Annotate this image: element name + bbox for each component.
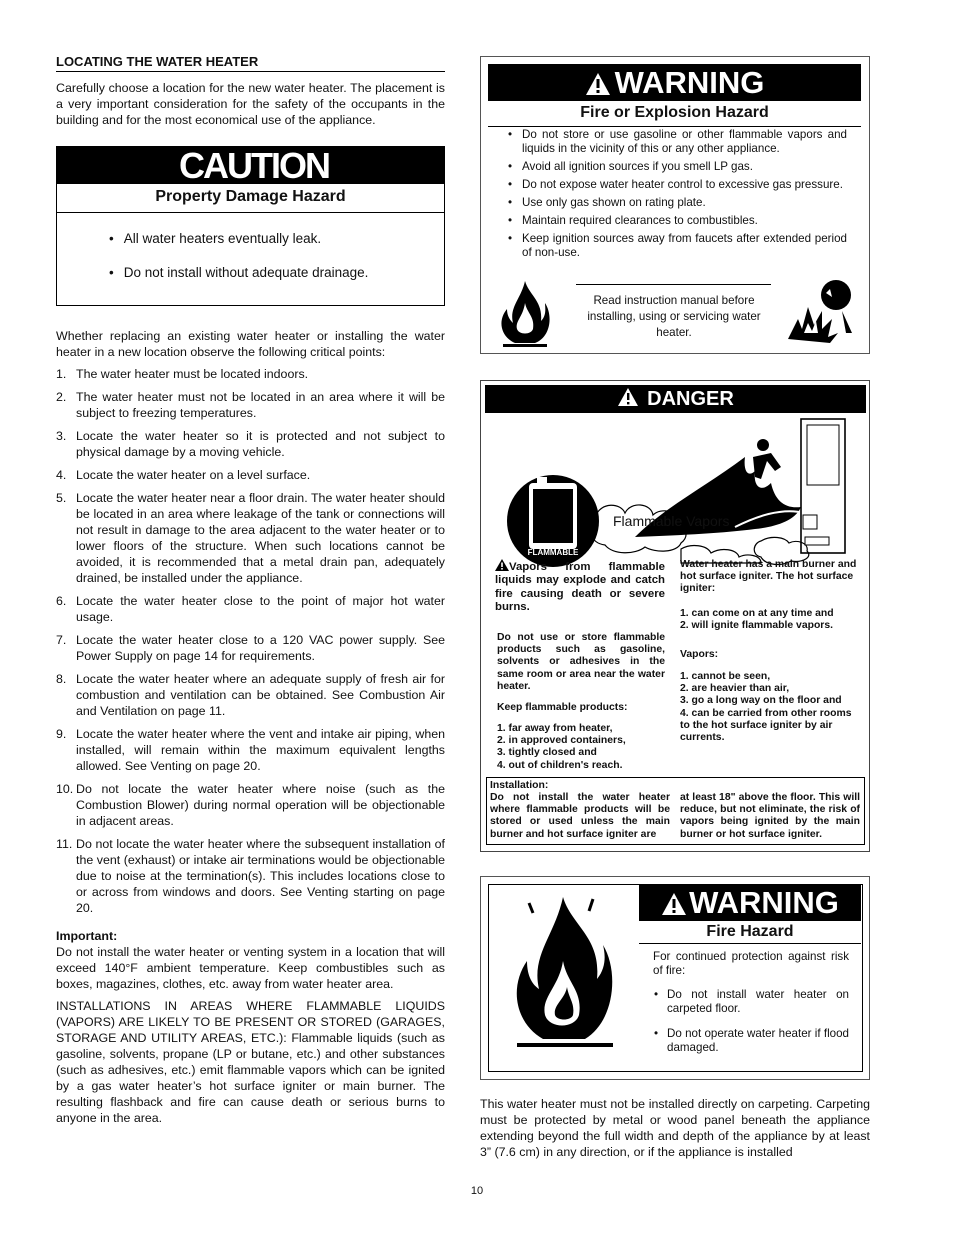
point-text: Locate the water heater on a level surface. bbox=[76, 468, 311, 482]
critical-point-item bbox=[56, 632, 445, 664]
danger-left-intro: Vapors from flammable liquids may explode and catch fire causing death or severe burns. bbox=[495, 561, 665, 614]
installation-box bbox=[486, 777, 865, 845]
point-number: 7. bbox=[56, 633, 67, 647]
warning-subtitle: Fire or Explosion Hazard bbox=[488, 102, 861, 127]
vapors-item: 2. are heavier than air, bbox=[680, 683, 790, 695]
warning-banner bbox=[488, 64, 861, 101]
critical-points-list bbox=[56, 366, 445, 916]
critical-point-item bbox=[56, 467, 445, 483]
warning-banner bbox=[639, 884, 861, 921]
vapors-item: 4. can be carried from other rooms to the hot surface igniter by air currents. bbox=[680, 707, 852, 744]
installation-right-text: at least 18" above the floor. This will reduce, but not eliminate, the risk of vapors being ignited by the main burner or hot surface igniter. bbox=[680, 792, 860, 840]
critical-point-item bbox=[56, 366, 445, 382]
point-number: 10. bbox=[56, 782, 74, 796]
point-text: The water heater must not be located in an area where it will be subject to freezing temperatures. bbox=[76, 390, 445, 420]
critical-point-item bbox=[56, 428, 445, 460]
danger-left-text bbox=[495, 559, 665, 615]
intro-paragraph: Carefully choose a location for the new water heater. The placement is a very important consideration for the safety of the occupants in the building and for the most economical use of the appliance. bbox=[56, 81, 445, 127]
danger-store-paragraph: Do not use or store flammable products such as gasoline, solvents or adhesives in the same room or area near the water heater. bbox=[497, 632, 665, 692]
igniter-item: 2. will ignite flammable vapors. bbox=[680, 620, 834, 632]
caution-box bbox=[56, 146, 445, 306]
critical-point-item bbox=[56, 490, 445, 586]
fire-hazard-warning-label bbox=[480, 876, 870, 1080]
vapors-item: 3. go a long way on the floor and bbox=[680, 695, 842, 707]
warning-item: • Avoid all ignition sources if you smell LP gas. bbox=[507, 160, 847, 174]
point-number: 1. bbox=[56, 367, 67, 381]
critical-point-item bbox=[56, 726, 445, 774]
keep-item: 3. tightly closed and bbox=[497, 747, 597, 759]
read-manual-text: Read instruction manual before installing, using or servicing water heater. bbox=[587, 294, 761, 339]
warning-item: • Do not store or use gasoline or other flammable vapors and liquids in the vicinity of this or any other appliance. bbox=[507, 128, 847, 156]
danger-right-intro: Water heater has a main burner and hot surface igniter. The hot surface igniter: bbox=[680, 559, 857, 595]
explosion-icon bbox=[786, 277, 866, 347]
point-number: 3. bbox=[56, 429, 67, 443]
can-label: FLAMMABLE bbox=[527, 548, 579, 557]
warning-triangle-icon bbox=[661, 892, 687, 916]
page-number: 10 bbox=[470, 1185, 484, 1197]
installation-left bbox=[490, 792, 670, 841]
important-title: Important: bbox=[56, 929, 118, 943]
caution-subtitle: Property Damage Hazard bbox=[57, 184, 444, 213]
point-text: Locate the water heater where an adequate supply of fresh air for combustion and ventilation can be obtained. See Combustion Air and Ventilation on page 11. bbox=[76, 672, 445, 718]
warning-subtitle: Fire Hazard bbox=[639, 923, 861, 944]
point-text: The water heater must be located indoors. bbox=[76, 367, 309, 381]
divider bbox=[576, 284, 771, 285]
installation-left-text: Do not install the water heater where flammable products will be stored or used unless the main burner and hot surface igniter are bbox=[490, 792, 670, 840]
fire-hazard-item: • Do not install water heater on carpeted floor. bbox=[653, 988, 849, 1016]
point-text: Locate the water heater close to a 120 VAC power supply. See Power Supply on page 14 for requirements. bbox=[76, 633, 445, 663]
warning-item: • Do not expose water heater control to excessive gas pressure. bbox=[507, 178, 847, 192]
vapors-item: 1. cannot be seen, bbox=[680, 671, 771, 682]
danger-title: DANGER bbox=[647, 388, 734, 410]
fire-hazard-text bbox=[653, 950, 849, 1066]
fire-hazard-item: • Do not operate water heater if flood damaged. bbox=[653, 1027, 849, 1055]
important-text: Do not install the water heater or venting system in a location that will exceed 140°F ambient temperature. Keep combustibles such as boxes, magazines, clothes, etc. away from water heater area. bbox=[56, 945, 445, 991]
critical-point-item bbox=[56, 593, 445, 625]
point-number: 11. bbox=[56, 837, 73, 851]
fire-hazard-list bbox=[653, 988, 849, 1055]
caution-item: • Do not install without adequate drainage. bbox=[109, 265, 444, 281]
point-number: 2. bbox=[56, 390, 67, 404]
right-column bbox=[480, 56, 870, 1160]
critical-point-item bbox=[56, 781, 445, 829]
vapors-title: Vapors: bbox=[680, 649, 719, 660]
flammable-paragraph: INSTALLATIONS IN AREAS WHERE FLAMMABLE LIQUIDS (VAPORS) ARE LIKELY TO BE PRESENT OR STORED (GARAGES, STORAGE AND UTILITY AREAS, ETC.): Flammable liquids (such as gasoline, solvents, propane (LP or butane, etc.) and other substances (such as adhesives, etc.) emit flammable vapors which can be ignited by a gas water heater’s hot surface igniter or main burner. The resulting flashback and fire can cause death or serious burns to anyone in the area. bbox=[56, 999, 445, 1125]
warning-triangle-icon bbox=[585, 72, 611, 96]
critical-point-item bbox=[56, 389, 445, 421]
critical-point-item bbox=[56, 836, 445, 916]
point-number: 5. bbox=[56, 491, 67, 505]
flame-icon bbox=[509, 891, 619, 1061]
point-text: Do not locate the water heater where noise (such as the Combustion Blower) during normal operation will be objectionable in adjacent areas. bbox=[76, 782, 445, 828]
keep-item: 2. in approved containers, bbox=[497, 735, 626, 747]
fire-hazard-intro: For continued protection against risk of fire: bbox=[653, 950, 849, 977]
carpeting-paragraph: This water heater must not be installed directly on carpeting. Carpeting must be protected by metal or wood panel beneath the appliance extending beyond the full width and depth of the appliance by at least 3” (7.6 cm) in any direction, or if the appliance is installed bbox=[480, 1097, 870, 1159]
keep-item: 4. out of children's reach. bbox=[497, 759, 623, 771]
danger-banner bbox=[485, 385, 866, 413]
caution-list bbox=[57, 213, 444, 281]
flame-icon bbox=[495, 277, 555, 349]
point-number: 8. bbox=[56, 672, 67, 686]
warning-triangle-icon bbox=[617, 387, 639, 407]
danger-store-text bbox=[497, 632, 665, 693]
point-number: 6. bbox=[56, 594, 67, 608]
installation-title: Installation: bbox=[490, 780, 549, 791]
flammable-vapors-illustration bbox=[485, 417, 865, 567]
section-heading: LOCATING THE WATER HEATER bbox=[56, 54, 445, 72]
vapors-caption: Flammable Vapors bbox=[613, 513, 730, 529]
caution-title: CAUTION bbox=[57, 147, 444, 184]
warning-list bbox=[507, 128, 847, 264]
point-number: 9. bbox=[56, 727, 67, 741]
warning-triangle-icon bbox=[495, 559, 509, 571]
caution-item: • All water heaters eventually leak. bbox=[109, 231, 444, 247]
point-text: Locate the water heater close to the point of major hot water usage. bbox=[76, 594, 445, 624]
keep-item: 1. far away from heater, bbox=[497, 723, 613, 734]
igniter-item: 1. can come on at any time and bbox=[680, 608, 834, 619]
fire-explosion-warning-label bbox=[480, 56, 870, 354]
critical-point-item bbox=[56, 671, 445, 719]
point-text: Locate the water heater near a floor drain. The water heater should be located in an area where leakage of the tank or connections will not result in damage to the area adjacent to the water heater or to lower floors of the structure. When such locations cannot be avoided, it is recommended that a metal drain pan, adequately drained, be installed under the appliance. bbox=[76, 491, 445, 585]
point-text: Locate the water heater so it is protected and not subject to physical damage by a moving vehicle. bbox=[76, 429, 445, 459]
warning-title: WARNING bbox=[614, 65, 765, 100]
igniter-list bbox=[680, 608, 860, 632]
point-number: 4. bbox=[56, 468, 67, 482]
vapors-list bbox=[680, 671, 860, 744]
danger-keep-list bbox=[497, 723, 665, 772]
point-text: Locate the water heater where the vent and intake air piping, when installed, will remain within the maximum equivalent lengths allowed. See Venting on page 20. bbox=[76, 727, 445, 773]
danger-label bbox=[480, 380, 870, 852]
warning-item: • Keep ignition sources away from faucets after extended period of non-use. bbox=[507, 232, 847, 260]
points-intro: Whether replacing an existing water heater or installing the water heater in a new location observe the following critical points: bbox=[56, 329, 445, 359]
danger-keep-title: Keep flammable products: bbox=[497, 702, 628, 713]
left-column bbox=[56, 54, 445, 1126]
warning-title: WARNING bbox=[689, 885, 839, 920]
warning-item: • Use only gas shown on rating plate. bbox=[507, 196, 847, 210]
warning-item: • Maintain required clearances to combustibles. bbox=[507, 214, 847, 228]
installation-right bbox=[680, 792, 860, 841]
point-text: Do not locate the water heater where the subsequent installation of the vent (exhaust) or intake air terminations would be objectionable due to noise at the termination(s). This includes locations close to or across from windows and doors. See Venting starting on page 20. bbox=[76, 837, 445, 915]
